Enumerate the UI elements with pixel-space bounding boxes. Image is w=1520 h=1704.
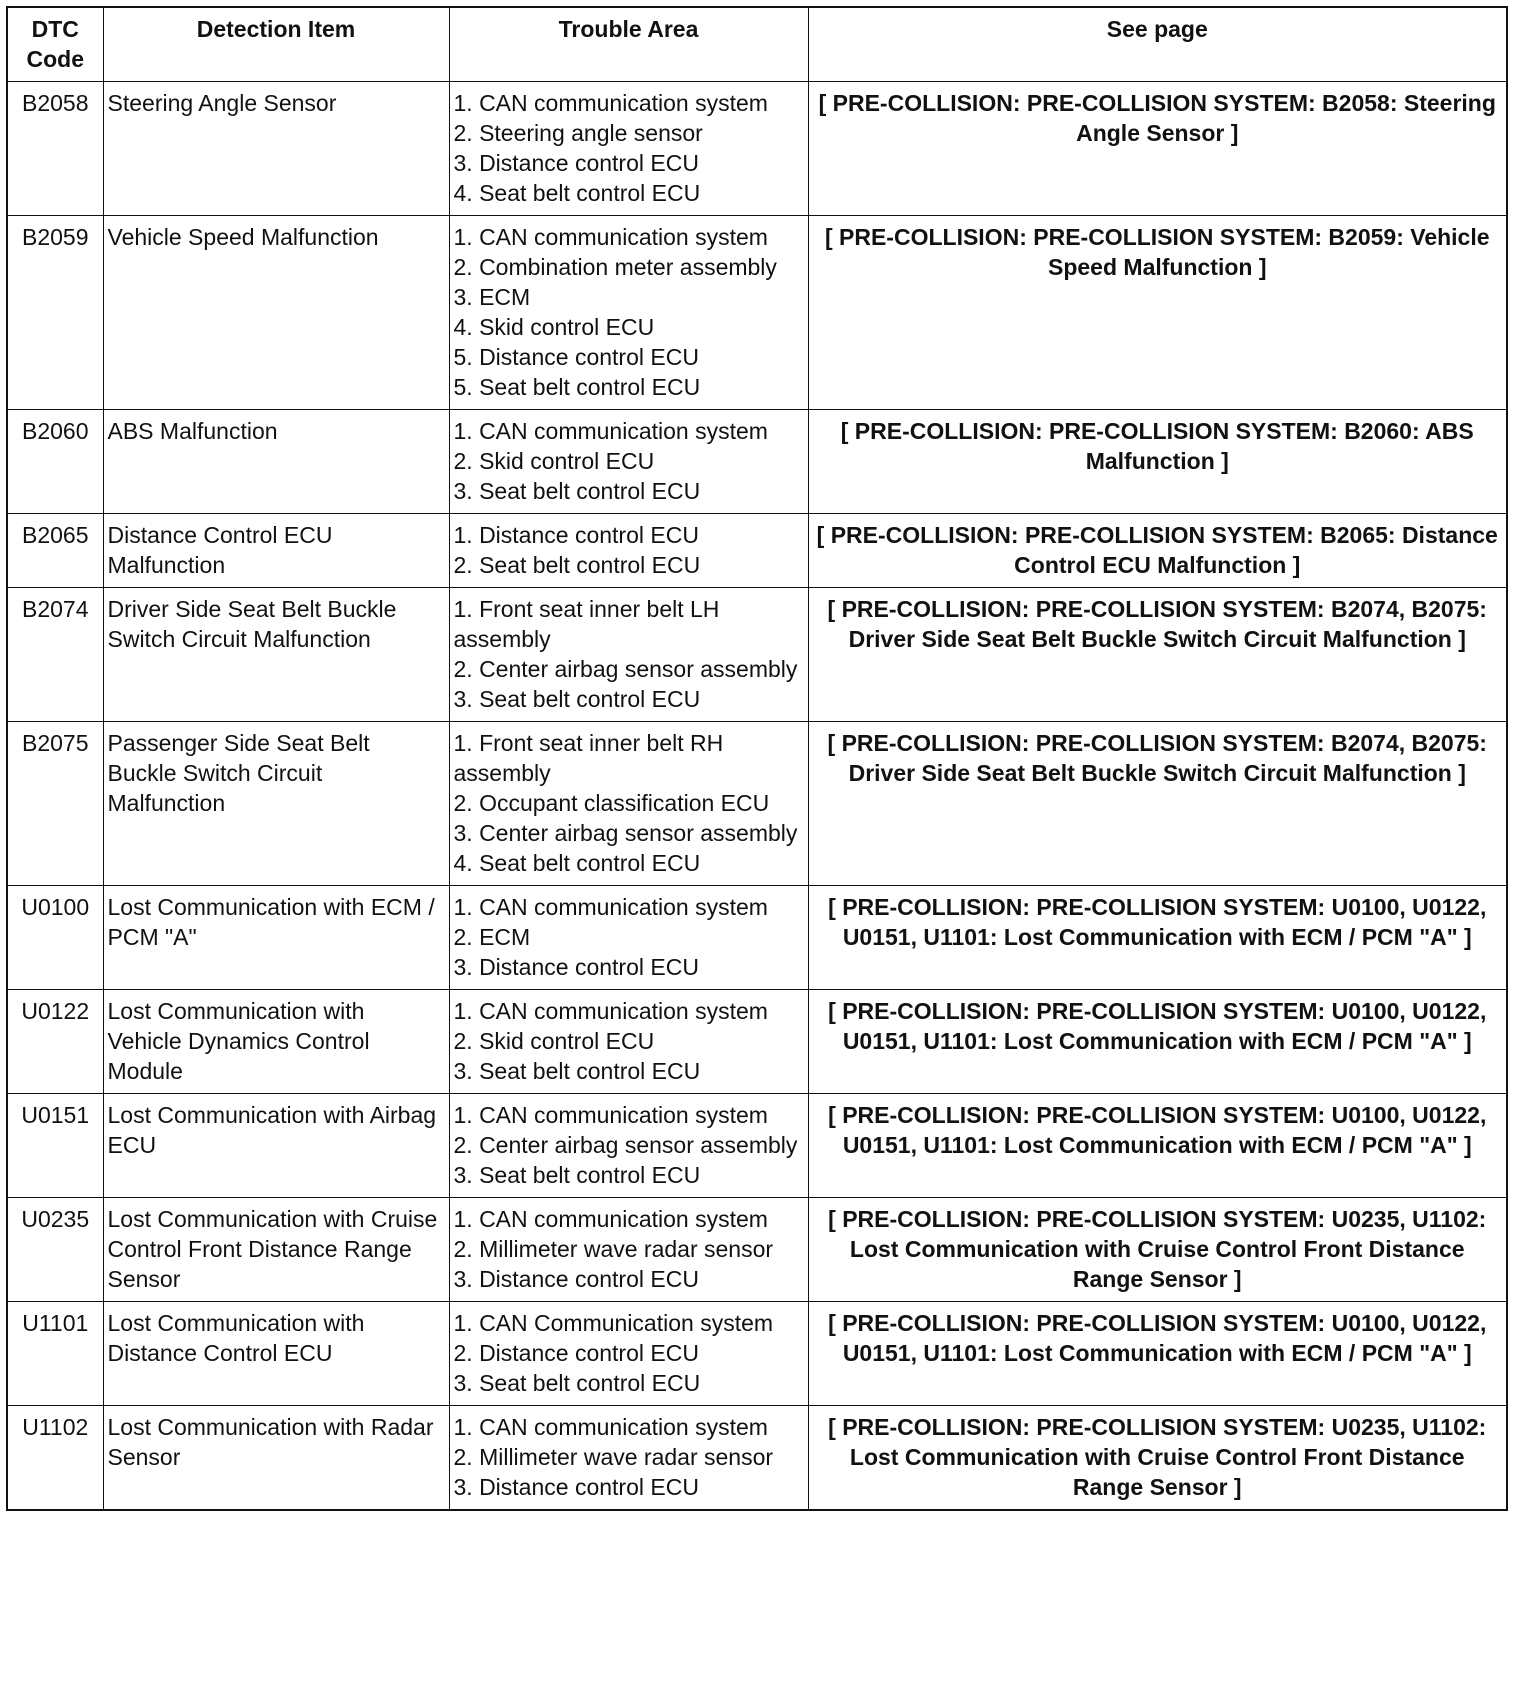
see-page-link[interactable]: [ PRE-COLLISION: PRE-COLLISION SYSTEM: B2074, B2075: Driver Side Seat Belt Buckle Switch Circuit Malfunction ] xyxy=(808,588,1507,722)
detection-item-cell: Lost Communication with Airbag ECU xyxy=(103,1094,449,1198)
table-row xyxy=(7,1406,1507,1511)
trouble-area-cell xyxy=(449,1094,808,1198)
trouble-area-cell xyxy=(449,82,808,216)
detection-item-cell: Lost Communication with ECM / PCM "A" xyxy=(103,886,449,990)
table-row xyxy=(7,1094,1507,1198)
trouble-area-item: 3. Seat belt control ECU xyxy=(453,1370,701,1396)
see-page-link[interactable]: [ PRE-COLLISION: PRE-COLLISION SYSTEM: U0100, U0122, U0151, U1101: Lost Communication with ECM / PCM "A" ] xyxy=(808,1302,1507,1406)
dtc-code-cell: B2065 xyxy=(7,514,103,588)
dtc-code-cell: U0122 xyxy=(7,990,103,1094)
trouble-area-item: 2. Center airbag sensor assembly xyxy=(453,656,798,682)
detection-item-cell: Steering Angle Sensor xyxy=(103,82,449,216)
trouble-area-cell xyxy=(449,886,808,990)
trouble-area-item: 2. Steering angle sensor xyxy=(453,120,703,146)
trouble-area-item: 5. Seat belt control ECU xyxy=(453,374,701,400)
trouble-area-item: 2. Millimeter wave radar sensor xyxy=(453,1444,774,1470)
trouble-area-cell xyxy=(449,588,808,722)
trouble-area-item: 1. Front seat inner belt RH assembly xyxy=(453,730,724,786)
trouble-area-item: 2. Occupant classification ECU xyxy=(453,790,770,816)
detection-item-cell: Driver Side Seat Belt Buckle Switch Circuit Malfunction xyxy=(103,588,449,722)
trouble-area-cell xyxy=(449,1406,808,1511)
detection-item-cell: Lost Communication with Distance Control ECU xyxy=(103,1302,449,1406)
trouble-area-item: 1. Distance control ECU xyxy=(453,522,699,548)
trouble-area-item: 4. Seat belt control ECU xyxy=(453,850,701,876)
trouble-area-item: 2. Combination meter assembly xyxy=(453,254,777,280)
trouble-area-item: 1. CAN communication system xyxy=(453,224,768,250)
trouble-area-item: 1. CAN communication system xyxy=(453,1102,768,1128)
detection-item-cell: ABS Malfunction xyxy=(103,410,449,514)
detection-item-cell: Distance Control ECU Malfunction xyxy=(103,514,449,588)
trouble-area-cell xyxy=(449,216,808,410)
dtc-code-cell: B2074 xyxy=(7,588,103,722)
trouble-area-item: 1. CAN communication system xyxy=(453,998,768,1024)
table-row xyxy=(7,514,1507,588)
dtc-code-cell: B2075 xyxy=(7,722,103,886)
trouble-area-cell xyxy=(449,410,808,514)
dtc-code-cell: B2059 xyxy=(7,216,103,410)
trouble-area-item: 4. Skid control ECU xyxy=(453,314,655,340)
see-page-link[interactable]: [ PRE-COLLISION: PRE-COLLISION SYSTEM: B2058: Steering Angle Sensor ] xyxy=(808,82,1507,216)
trouble-area-cell xyxy=(449,990,808,1094)
trouble-area-item: 3. Seat belt control ECU xyxy=(453,478,701,504)
header-detection-item: Detection Item xyxy=(103,7,449,82)
dtc-code-cell: U1101 xyxy=(7,1302,103,1406)
see-page-link[interactable]: [ PRE-COLLISION: PRE-COLLISION SYSTEM: B2074, B2075: Driver Side Seat Belt Buckle Switch Circuit Malfunction ] xyxy=(808,722,1507,886)
trouble-area-item: 1. CAN Communication system xyxy=(453,1310,774,1336)
table-row xyxy=(7,82,1507,216)
header-row xyxy=(7,7,1507,82)
header-dtc-code-line1: DTC xyxy=(31,16,79,42)
detection-item-cell: Passenger Side Seat Belt Buckle Switch Circuit Malfunction xyxy=(103,722,449,886)
see-page-link[interactable]: [ PRE-COLLISION: PRE-COLLISION SYSTEM: U0100, U0122, U0151, U1101: Lost Communication with ECM / PCM "A" ] xyxy=(808,1094,1507,1198)
see-page-link[interactable]: [ PRE-COLLISION: PRE-COLLISION SYSTEM: U0100, U0122, U0151, U1101: Lost Communication with ECM / PCM "A" ] xyxy=(808,990,1507,1094)
trouble-area-item: 3. ECM xyxy=(453,284,531,310)
header-dtc-code xyxy=(7,7,103,82)
table-row xyxy=(7,588,1507,722)
detection-item-cell: Lost Communication with Radar Sensor xyxy=(103,1406,449,1511)
header-see-page: See page xyxy=(808,7,1507,82)
see-page-link[interactable]: [ PRE-COLLISION: PRE-COLLISION SYSTEM: B2065: Distance Control ECU Malfunction ] xyxy=(808,514,1507,588)
trouble-area-item: 3. Distance control ECU xyxy=(453,954,699,980)
trouble-area-item: 3. Distance control ECU xyxy=(453,1474,699,1500)
dtc-code-cell: B2060 xyxy=(7,410,103,514)
trouble-area-item: 2. Millimeter wave radar sensor xyxy=(453,1236,774,1262)
table-row xyxy=(7,216,1507,410)
see-page-link[interactable]: [ PRE-COLLISION: PRE-COLLISION SYSTEM: U0235, U1102: Lost Communication with Cruise Control Front Distance Range Sensor ] xyxy=(808,1198,1507,1302)
trouble-area-item: 1. CAN communication system xyxy=(453,1414,768,1440)
dtc-code-cell: U0151 xyxy=(7,1094,103,1198)
trouble-area-item: 1. CAN communication system xyxy=(453,894,768,920)
table-row xyxy=(7,886,1507,990)
trouble-area-item: 3. Seat belt control ECU xyxy=(453,1058,701,1084)
trouble-area-item: 2. Center airbag sensor assembly xyxy=(453,1132,798,1158)
trouble-area-item: 1. CAN communication system xyxy=(453,1206,768,1232)
table-row xyxy=(7,1302,1507,1406)
dtc-table xyxy=(6,6,1508,1511)
table-row xyxy=(7,1198,1507,1302)
trouble-area-item: 1. Front seat inner belt LH assembly xyxy=(453,596,720,652)
trouble-area-item: 3. Distance control ECU xyxy=(453,1266,699,1292)
trouble-area-item: 3. Center airbag sensor assembly xyxy=(453,820,798,846)
trouble-area-cell xyxy=(449,1302,808,1406)
trouble-area-item: 1. CAN communication system xyxy=(453,418,768,444)
trouble-area-item: 2. Seat belt control ECU xyxy=(453,552,701,578)
dtc-code-cell: U1102 xyxy=(7,1406,103,1511)
trouble-area-item: 2. ECM xyxy=(453,924,531,950)
table-row xyxy=(7,722,1507,886)
trouble-area-item: 2. Skid control ECU xyxy=(453,448,655,474)
header-dtc-code-line2: Code xyxy=(26,46,84,72)
see-page-link[interactable]: [ PRE-COLLISION: PRE-COLLISION SYSTEM: U0100, U0122, U0151, U1101: Lost Communication with ECM / PCM "A" ] xyxy=(808,886,1507,990)
trouble-area-item: 5. Distance control ECU xyxy=(453,344,699,370)
header-trouble-area: Trouble Area xyxy=(449,7,808,82)
detection-item-cell: Lost Communication with Cruise Control Front Distance Range Sensor xyxy=(103,1198,449,1302)
see-page-link[interactable]: [ PRE-COLLISION: PRE-COLLISION SYSTEM: U0235, U1102: Lost Communication with Cruise Control Front Distance Range Sensor ] xyxy=(808,1406,1507,1511)
trouble-area-item: 2. Distance control ECU xyxy=(453,1340,699,1366)
trouble-area-cell xyxy=(449,722,808,886)
detection-item-cell: Lost Communication with Vehicle Dynamics Control Module xyxy=(103,990,449,1094)
trouble-area-item: 3. Distance control ECU xyxy=(453,150,699,176)
table-row xyxy=(7,410,1507,514)
table-row xyxy=(7,990,1507,1094)
trouble-area-cell xyxy=(449,514,808,588)
trouble-area-item: 3. Seat belt control ECU xyxy=(453,1162,701,1188)
trouble-area-item: 1. CAN communication system xyxy=(453,90,768,116)
trouble-area-item: 3. Seat belt control ECU xyxy=(453,686,701,712)
trouble-area-item: 4. Seat belt control ECU xyxy=(453,180,701,206)
trouble-area-item: 2. Skid control ECU xyxy=(453,1028,655,1054)
dtc-code-cell: B2058 xyxy=(7,82,103,216)
dtc-code-cell: U0235 xyxy=(7,1198,103,1302)
detection-item-cell: Vehicle Speed Malfunction xyxy=(103,216,449,410)
table-body xyxy=(7,82,1507,1511)
trouble-area-cell xyxy=(449,1198,808,1302)
see-page-link[interactable]: [ PRE-COLLISION: PRE-COLLISION SYSTEM: B2059: Vehicle Speed Malfunction ] xyxy=(808,216,1507,410)
dtc-code-cell: U0100 xyxy=(7,886,103,990)
see-page-link[interactable]: [ PRE-COLLISION: PRE-COLLISION SYSTEM: B2060: ABS Malfunction ] xyxy=(808,410,1507,514)
